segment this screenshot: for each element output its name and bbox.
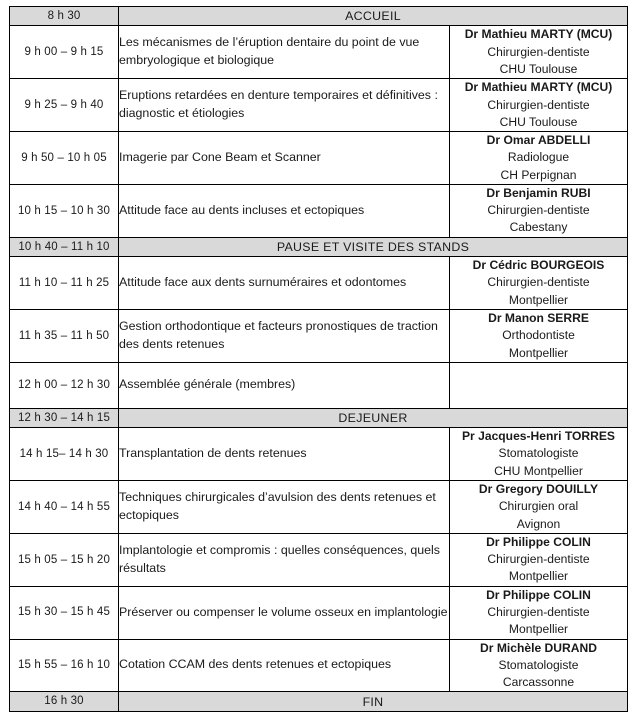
speaker-cell (450, 309, 628, 362)
session-title: Cotation CCAM des dents retenues et ectopiques (119, 639, 450, 692)
speaker-role: Chirurgien-dentiste (487, 275, 590, 290)
speaker-role: Chirurgien oral (498, 499, 579, 514)
session-time: 15 h 30 – 15 h 45 (10, 586, 119, 639)
session-title: Attitude face au dents incluses et ectopiques (119, 184, 450, 237)
speaker-affiliation: Montpellier (508, 569, 569, 584)
session-title: Transplantation de dents retenues (119, 428, 450, 481)
session-title: Préserver ou compenser le volume osseux en implantologie (119, 586, 450, 639)
speaker-affiliation: CHU Montpellier (494, 463, 583, 478)
speaker-cell (450, 257, 628, 310)
speaker-role: Chirurgien-dentiste (487, 203, 590, 218)
speaker-role: Stomatologiste (498, 446, 579, 461)
speaker-affiliation: Cabestany (509, 220, 568, 235)
speaker-name: Pr Jacques-Henri TORRES (461, 429, 615, 444)
break-label: PAUSE ET VISITE DES STANDS (119, 237, 628, 256)
session-time: 14 h 40 – 14 h 55 (10, 481, 119, 534)
speaker-affiliation: Carcassonne (502, 675, 575, 690)
table-row (10, 639, 628, 692)
speaker-affiliation: Montpellier (508, 622, 569, 637)
table-row (10, 132, 628, 185)
table-row (10, 26, 628, 79)
session-time: 16 h 30 (10, 692, 119, 711)
schedule-container (9, 6, 627, 712)
speaker-cell (450, 481, 628, 534)
speaker-name: Dr Philippe COLIN (486, 587, 591, 602)
break-label: FIN (119, 692, 628, 711)
speaker-role: Chirurgien-dentiste (487, 605, 590, 619)
speaker-cell (450, 132, 628, 185)
speaker-cell (450, 362, 628, 408)
table-row (10, 257, 628, 310)
speaker-affiliation: CH Perpignan (500, 167, 577, 182)
speaker-role: Stomatologiste (498, 657, 579, 672)
speaker-cell (450, 533, 628, 586)
session-title: Implantologie et compromis : quelles conséquences, quels résultats (119, 533, 450, 586)
break-label: ACCUEIL (119, 7, 628, 26)
speaker-cell (450, 639, 628, 692)
programme-table-body (10, 7, 628, 712)
speaker-name: Dr Michèle DURAND (480, 640, 597, 655)
speaker-role: Orthodontiste (502, 328, 575, 343)
session-time: 10 h 15 – 10 h 30 (10, 184, 119, 237)
speaker-cell (450, 184, 628, 237)
programme-table (9, 6, 628, 712)
speaker-name: Dr Gregory DOUILLY (478, 482, 599, 497)
table-row (10, 362, 628, 408)
table-row-banner (10, 237, 628, 256)
speaker-name: Dr Benjamin RUBI (486, 185, 591, 200)
session-time: 9 h 25 – 9 h 40 (10, 79, 119, 132)
table-row (10, 309, 628, 362)
speaker-name: Dr Mathieu MARTY (MCU) (464, 80, 613, 95)
table-row (10, 428, 628, 481)
session-time: 8 h 30 (10, 7, 119, 26)
speaker-affiliation: Avignon (516, 516, 561, 531)
speaker-cell (450, 586, 628, 639)
table-row (10, 533, 628, 586)
session-title: Techniques chirurgicales d’avulsion des dents retenues et ectopiques (119, 481, 450, 534)
speaker-role: Chirurgien-dentiste (487, 552, 590, 567)
session-time: 9 h 50 – 10 h 05 (10, 132, 119, 185)
break-label: DEJEUNER (119, 408, 628, 427)
session-time: 15 h 05 – 15 h 20 (10, 533, 119, 586)
speaker-role: Chirurgien-dentiste (487, 97, 590, 112)
speaker-cell (450, 428, 628, 481)
table-row (10, 184, 628, 237)
speaker-cell (450, 79, 628, 132)
session-title: Les mécanismes de l’éruption dentaire du point de vue embryologique et biologique (119, 26, 450, 79)
session-time: 15 h 55 – 16 h 10 (10, 639, 119, 692)
speaker-affiliation: Montpellier (508, 345, 569, 360)
speaker-affiliation: CHU Toulouse (499, 114, 578, 129)
speaker-role: Radiologue (507, 150, 570, 165)
session-time: 11 h 10 – 11 h 25 (10, 257, 119, 310)
session-time: 14 h 15– 14 h 30 (10, 428, 119, 481)
session-title: Imagerie par Cone Beam et Scanner (119, 132, 450, 185)
table-row-banner (10, 408, 628, 427)
session-title: Eruptions retardées en denture temporaires et définitives : diagnostic et étiologies (119, 79, 450, 132)
speaker-name: Dr Omar ABDELLI (486, 133, 591, 148)
speaker-role: Chirurgien-dentiste (487, 44, 590, 59)
table-row (10, 79, 628, 132)
speaker-affiliation: CHU Toulouse (499, 61, 578, 76)
session-title: Assemblée générale (membres) (119, 362, 450, 408)
table-row (10, 586, 628, 639)
table-row (10, 481, 628, 534)
session-title: Attitude face aux dents surnuméraires et odontomes (119, 257, 450, 310)
speaker-name: Dr Philippe COLIN (486, 534, 591, 549)
table-row-banner (10, 7, 628, 26)
table-row-banner (10, 692, 628, 711)
session-title: Gestion orthodontique et facteurs pronostiques de traction des dents retenues (119, 309, 450, 362)
session-time: 12 h 00 – 12 h 30 (10, 362, 119, 408)
session-time: 9 h 00 – 9 h 15 (10, 26, 119, 79)
speaker-affiliation: Montpellier (508, 292, 569, 307)
speaker-name: Dr Manon SERRE (488, 310, 589, 325)
session-time: 10 h 40 – 11 h 10 (10, 237, 119, 256)
session-time: 11 h 35 – 11 h 50 (10, 309, 119, 362)
session-time: 12 h 30 – 14 h 15 (10, 408, 119, 427)
speaker-cell (450, 26, 628, 79)
speaker-name: Dr Mathieu MARTY (MCU) (464, 27, 613, 42)
speaker-name: Dr Cédric BOURGEOIS (472, 258, 605, 273)
